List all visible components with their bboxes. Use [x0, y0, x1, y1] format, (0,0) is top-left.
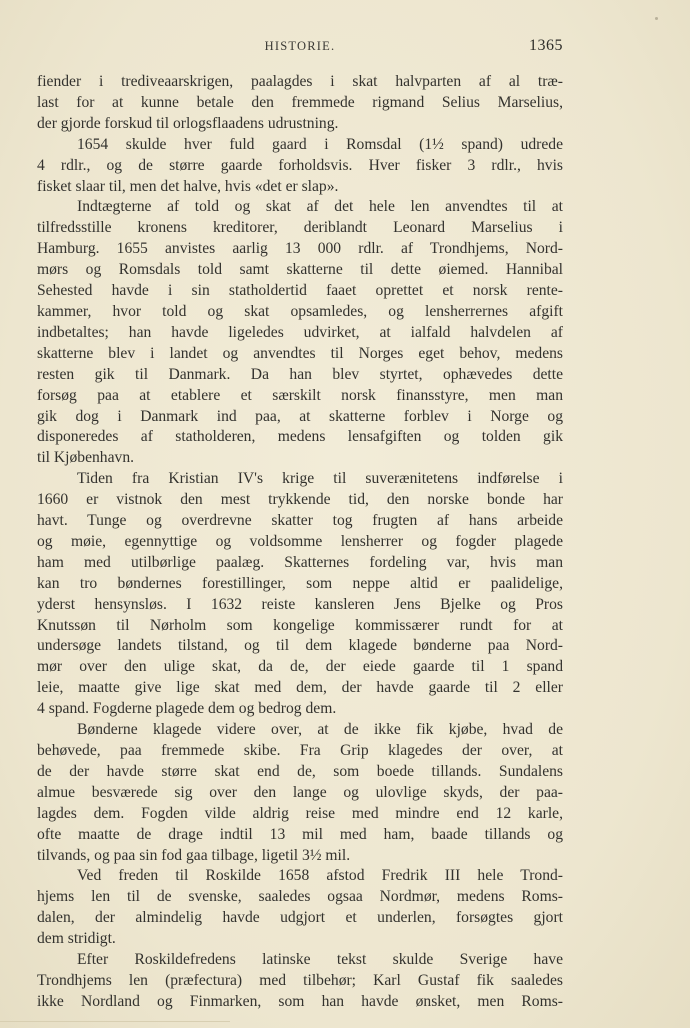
text-line: Ved freden til Roskilde 1658 afstod Fredrik III hele Trond- — [77, 867, 563, 885]
text-line: behøvede, paa fremmede skibe. Fra Grip klagedes der over, at — [37, 742, 563, 759]
text-line: 1660 er vistnok den mest trykkende tid, den norske bonde har — [37, 491, 563, 509]
text-line: 4 spand. Fogderne plagede dem og bedrog dem. — [37, 700, 337, 718]
text-line: indbetaltes; han havde ligeledes udvirket, at ialfald halvdelen af — [37, 323, 563, 341]
text-line: tilfredsstille kronens kreditorer, deriblandt Leonard Marselius i — [37, 219, 563, 237]
text-line: resten gik til Danmark. Da han blev styrtet, ophævedes dette — [37, 365, 563, 383]
text-line: Efter Roskildefredens latinske tekst skulde Sverige have — [77, 951, 563, 969]
text-line: Bønderne klagede videre over, at de ikke fik kjøbe, hvad de — [77, 721, 563, 739]
text-line: lagdes dem. Fogden vilde aldrig reise med mindre end 12 karle, — [37, 804, 563, 822]
running-head: HISTORIE. — [264, 39, 336, 53]
text-line: mør over den ulige skat, da de, der eiede gaarde til 1 spand — [37, 658, 563, 676]
text-line: leie, maatte give lige skat med dem, der havde gaarde til 2 eller — [37, 679, 563, 697]
text-line: yderst hensynsløs. I 1632 reiste kansleren Jens Bjelke og Pros — [37, 595, 563, 613]
text-line: Indtægterne af told og skat af det hele len anvendtes til at — [77, 198, 563, 216]
text-line: dalen, der almindelig havde udgjort et underlen, forsøgtes gjort — [37, 909, 563, 927]
body-text — [37, 72, 563, 1013]
page-header — [37, 37, 563, 57]
text-line: Sehested havde i sin statholdertid faaet oprettet et norsk rente- — [37, 282, 563, 300]
text-line: fisket slaar til, men det halve, hvis «det er slap». — [37, 177, 339, 195]
text-line: Hamburg. 1655 anvistes aarlig 13 000 rdlr. af Trondhjems, Nord- — [37, 240, 563, 258]
text-line: Trondhjems len (præfectura) med tilbehør; Karl Gustaf fik saaledes — [37, 971, 563, 989]
text-line: og møie, egennyttige og voldsomme lensherrer og fogder plagede — [37, 532, 563, 550]
page-edge-line — [0, 1021, 230, 1028]
text-line: skatterne blev i landet og anvendtes til Norges eget behov, medens — [37, 344, 563, 362]
text-line: ham med utilbørlige paalæg. Skatternes fordeling var, hvis man — [37, 553, 563, 571]
text-line: havt. Tunge og overdrevne skatter tog frugten af hans arbeide — [37, 512, 563, 530]
text-line: gik dog i Danmark ind paa, at skatterne forblev i Norge og — [37, 407, 563, 425]
text-line: tilvands, og paa sin fod gaa tilbage, ligetil 3½ mil. — [37, 846, 351, 864]
page-number: 1365 — [529, 37, 563, 54]
text-line: kan tro bøndernes forestillinger, som neppe altid er paalidelige, — [37, 574, 563, 592]
text-line: disponeredes af statholderen, medens lensafgiften og tolden gik — [37, 428, 563, 446]
text-line: forsøg paa at etablere et særskilt norsk finansstyre, men man — [37, 386, 563, 404]
text-line: ofte maatte de drage indtil 13 mil med ham, baade tillands og — [37, 825, 563, 843]
text-line: 1654 skulde hver fuld gaard i Romsdal (1½ spand) udrede — [77, 135, 563, 153]
text-line: Knutssøn til Nørholm som kongelige kommissærer rundt for at — [37, 616, 563, 634]
text-line: hjems len til de svenske, saaledes ogsaa Nordmør, medens Roms- — [37, 888, 563, 906]
text-line: undersøge landets tilstand, og til dem klagede bønderne paa Nord- — [37, 637, 563, 655]
text-line: dem stridigt. — [37, 930, 116, 948]
text-line: kammer, hvor told og skat opsamledes, og lensherrernes afgift — [37, 302, 563, 320]
text-line: fiender i trediveaarskrigen, paalagdes i skat halvparten af al træ- — [37, 73, 563, 90]
text-line: mørs og Romsdals told samt skatterne til dette øiemed. Hannibal — [37, 261, 563, 279]
text-line: Tiden fra Kristian IV's krige til suverænitetens indførelse i — [77, 470, 563, 488]
text-line: de der havde større skat end de, som boede tillands. Sundalens — [37, 762, 563, 780]
text-line: 4 rdlr., og de større gaarde forholdsvis. Hver fisker 3 rdlr., hvis — [37, 156, 563, 174]
text-line: til Kjøbenhavn. — [37, 449, 135, 467]
text-line: ikke Nordland og Finmarken, som han havde ønsket, men Roms- — [37, 992, 563, 1010]
text-line: der gjorde forskud til orlogsflaadens udrustning. — [37, 114, 339, 132]
text-line: almue besværede sig over den lange og ulovlige skyds, der paa- — [37, 783, 563, 801]
text-line: last for at kunne betale den fremmede rigmand Selius Marselius, — [37, 93, 563, 111]
speck-mark — [655, 17, 658, 20]
